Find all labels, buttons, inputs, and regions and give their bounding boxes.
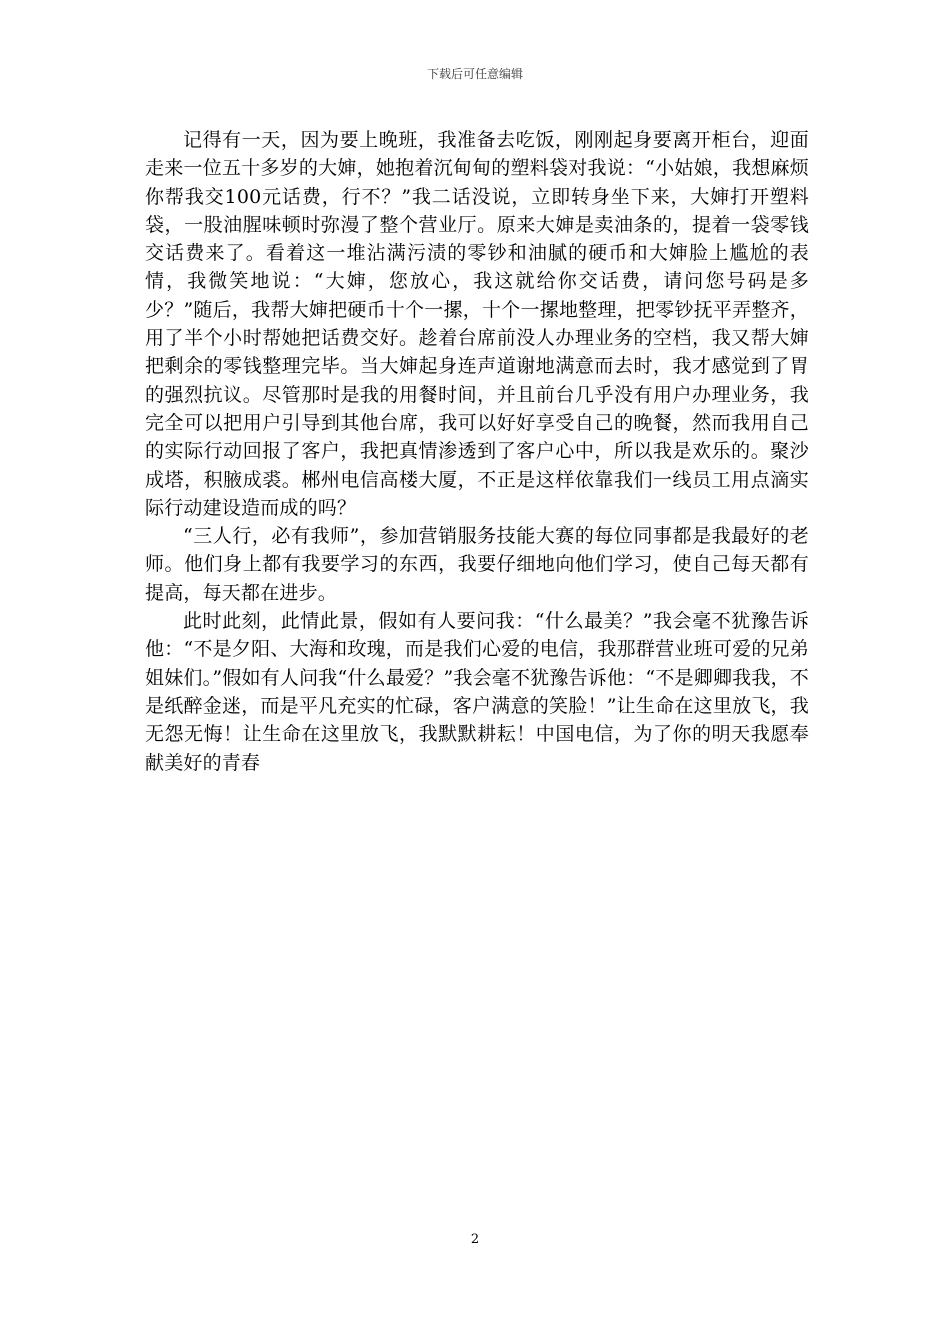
paragraph: 记得有一天，因为要上晚班，我准备去吃饭，刚刚起身要离开柜台，迎面走来一位五十多岁的大婶，她抱着沉甸甸的塑料袋对我说：“小姑娘，我想麻烦你帮我交100元话费，行不？”我二话没说，立即转身坐下来，大婶打开塑料袋，一股油腥味顿时弥漫了整个营业厅。原来大婶是卖油条的，提着一袋零钱交话费来了。看着这一堆沾满污渍的零钞和油腻的硬币和大婶脸上尴尬的表情，我微笑地说：“大婶，您放心，我这就给你交话费，请问您号码是多少？”随后，我帮大婶把硬币十个一摞，十个一摞地整理，把零钞抚平弄整齐，用了半个小时帮她把话费交好。趁着台席前没人办理业务的空档，我又帮大婶把剩余的零钱整理完毕。当大婶起身连声道谢地满意而去时，我才感觉到了胃的强烈抗议。尽管那时是我的用餐时间，并且前台几乎没有用户办理业务，我完全可以把用户引导到其他台席，我可以好好享受自己的晚餐，然而我用自己的实际行动回报了客户，我把真情渗透到了客户心中，所以我是欢乐的。聚沙成塔，积腋成裘。郴州电信高楼大厦，不正是这样依靠我们一线员工用点滴实际行动建设造而成的吗？ bbox=[145, 129, 809, 519]
paragraph: 此时此刻，此情此景，假如有人要问我：“什么最美？”我会毫不犹豫告诉他：“不是夕阳、大海和玫瑰，而是我们心爱的电信，我那群营业班可爱的兄弟姐妹们。”假如有人问我“什么最爱？”我会毫不犹豫告诉他：“不是卿卿我我，不是纸醉金迷，而是平凡充实的忙碌，客户满意的笑脸！”让生命在这里放飞，我无怨无悔！让生命在这里放飞，我默默耕耘！中国电信，为了你的明天我愿奉献美好的青春 bbox=[145, 610, 809, 774]
page-number: 2 bbox=[470, 1232, 480, 1247]
paragraph: “三人行，必有我师”，参加营销服务技能大赛的每位同事都是我最好的老师。他们身上都有我要学习的东西，我要仔细地向他们学习，使自己每天都有提高，每天都在进步。 bbox=[145, 525, 809, 604]
page-header: 下载后可任意编辑 bbox=[426, 67, 523, 81]
document-body bbox=[145, 126, 809, 777]
